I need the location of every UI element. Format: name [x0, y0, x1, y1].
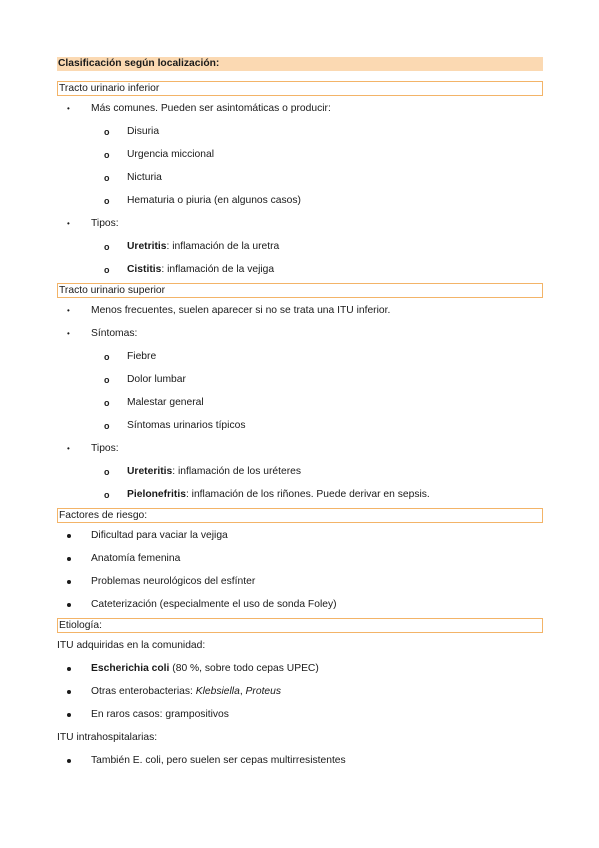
list-item: Cateterización (especialmente el uso de sonda Foley) [57, 598, 543, 612]
list-item: • Tipos: [67, 443, 119, 454]
list-item: Escherichia coli (80 %, sobre todo cepas UPEC) [57, 662, 543, 676]
bullet-icon [67, 713, 71, 717]
bullet-icon [67, 534, 71, 538]
list-item: o Cistitis: inflamación de la vejiga [104, 264, 275, 275]
inferior-list [57, 102, 543, 277]
hospital-label: ITU intrahospitalarias: [57, 732, 158, 743]
circle-bullet-icon: o [104, 375, 110, 385]
riesgo-list [57, 529, 543, 612]
list-item: • Menos frecuentes, suelen aparecer si no se trata una ITU inferior. [67, 305, 391, 316]
circle-bullet-icon: o [104, 352, 110, 362]
comunidad-label: ITU adquiridas en la comunidad: [57, 640, 206, 651]
list-item: o Disuria [104, 126, 160, 137]
bullet-icon: • [67, 306, 70, 315]
list-item: o Hematuria o piuria (en algunos casos) [104, 195, 301, 206]
heading-inferior: Tracto urinario inferior [57, 81, 543, 96]
circle-bullet-icon: o [104, 421, 110, 431]
circle-bullet-icon: o [104, 398, 110, 408]
heading-superior: Tracto urinario superior [57, 283, 543, 298]
list-item: o Malestar general [104, 397, 204, 408]
circle-bullet-icon: o [104, 150, 110, 160]
list-item: • Síntomas: [67, 328, 138, 339]
list-item: Otras enterobacterias: Klebsiella, Proteus [57, 685, 543, 699]
list-item: • Tipos: [67, 218, 119, 229]
bullet-icon [67, 603, 71, 607]
bullet-icon [67, 667, 71, 671]
circle-bullet-icon: o [104, 127, 110, 137]
comunidad-list [57, 662, 543, 722]
circle-bullet-icon: o [104, 173, 110, 183]
bullet-icon: • [67, 444, 70, 453]
heading-riesgo: Factores de riesgo: [57, 508, 543, 523]
section-title: Clasificación según localización: [57, 57, 543, 71]
list-item: En raros casos: grampositivos [57, 708, 543, 722]
bullet-icon: • [67, 104, 70, 113]
hospital-list [57, 754, 543, 768]
circle-bullet-icon: o [104, 490, 110, 500]
list-item: o Uretritis: inflamación de la uretra [104, 241, 280, 252]
list-item: o Síntomas urinarios típicos [104, 420, 246, 431]
document-page [57, 57, 543, 768]
list-item: Problemas neurológicos del esfínter [57, 575, 543, 589]
list-item: • Más comunes. Pueden ser asintomáticas o producir: [67, 103, 331, 114]
list-item: o Ureteritis: inflamación de los uréteres [104, 466, 301, 477]
bullet-icon [67, 580, 71, 584]
circle-bullet-icon: o [104, 242, 110, 252]
bullet-icon: • [67, 329, 70, 338]
list-item: o Fiebre [104, 351, 157, 362]
heading-etiologia: Etiología: [57, 618, 543, 633]
superior-list [57, 304, 543, 502]
list-item: Anatomía femenina [57, 552, 543, 566]
list-item: o Pielonefritis: inflamación de los riñones. Puede derivar en sepsis. [104, 489, 430, 500]
circle-bullet-icon: o [104, 265, 110, 275]
bullet-icon [67, 557, 71, 561]
list-item: También E. coli, pero suelen ser cepas multirresistentes [57, 754, 543, 768]
list-item: o Urgencia miccional [104, 149, 214, 160]
bullet-icon [67, 690, 71, 694]
bullet-icon [67, 759, 71, 763]
circle-bullet-icon: o [104, 196, 110, 206]
list-item: Dificultad para vaciar la vejiga [57, 529, 543, 543]
bullet-icon: • [67, 219, 70, 228]
circle-bullet-icon: o [104, 467, 110, 477]
list-item: o Nicturia [104, 172, 162, 183]
list-item: o Dolor lumbar [104, 374, 186, 385]
